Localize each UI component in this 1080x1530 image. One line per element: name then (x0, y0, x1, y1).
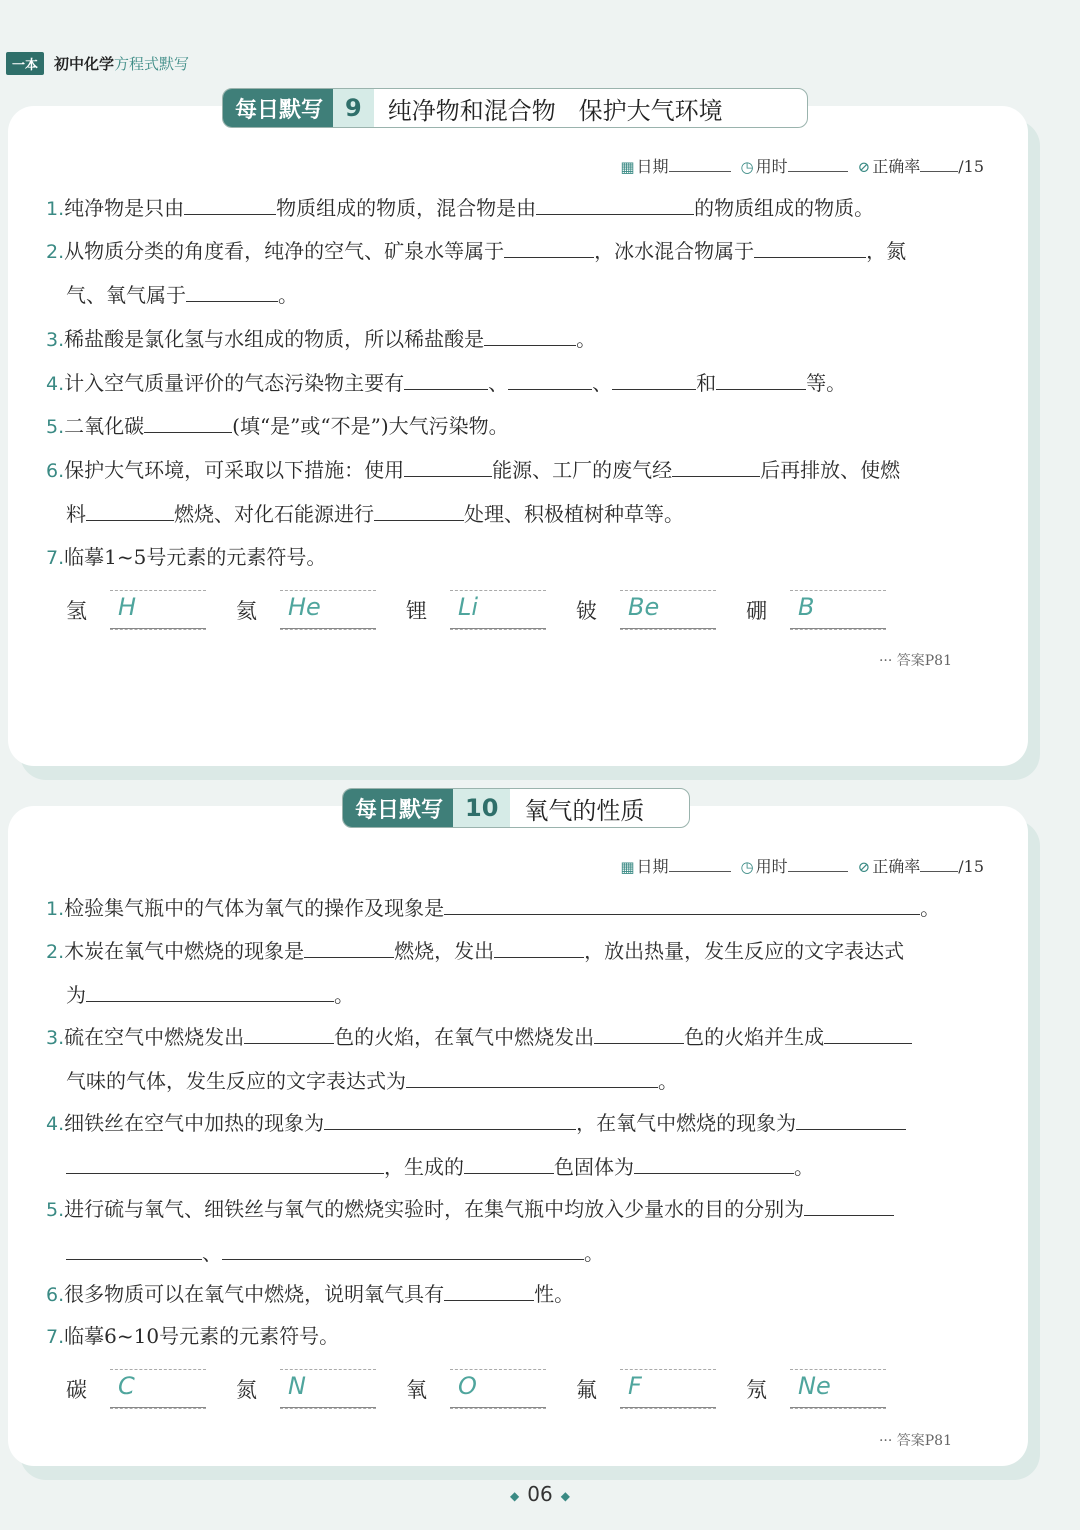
element-item: 氧 O (406, 1369, 546, 1409)
blank-field[interactable] (406, 1067, 658, 1088)
tracing-box[interactable]: N (280, 1369, 376, 1409)
tracing-box[interactable]: H (110, 590, 206, 630)
element-tracing-row (66, 590, 916, 630)
question-7: 7.临摹6~10号元素的元素符号。 (46, 1324, 340, 1348)
diamond-icon: ◆ (510, 1488, 520, 1503)
accuracy-field[interactable] (920, 857, 958, 872)
blank-field[interactable] (222, 1239, 584, 1260)
tracing-box[interactable]: Be (620, 590, 716, 630)
blank-field[interactable] (444, 1280, 534, 1301)
blank-field[interactable] (824, 1023, 912, 1044)
question-6: 6.保护大气环境，可采取以下措施：使用 能源、工厂的废气经 后再排放、使燃 (46, 458, 901, 482)
blank-field[interactable] (444, 894, 920, 915)
section-label: 每日默写 (223, 89, 333, 127)
blank-field[interactable] (86, 981, 334, 1002)
question-3-cont: 气味的气体，发生反应的文字表达式为 。 (66, 1069, 678, 1093)
blank-field[interactable] (144, 412, 232, 433)
tracing-box[interactable]: O (450, 1369, 546, 1409)
blank-field[interactable] (304, 937, 394, 958)
element-item: 氢 H (66, 590, 206, 630)
blank-field[interactable] (754, 237, 866, 258)
tracing-box[interactable]: Ne (790, 1369, 886, 1409)
question-5: 5.进行硫与氧气、细铁丝与氧气的燃烧实验时，在集气瓶中均放入少量水的目的分别为 (46, 1195, 986, 1224)
question-4: 4.细铁丝在空气中加热的现象为 ，在氧气中燃烧的现象为 (46, 1109, 986, 1138)
time-field[interactable] (788, 857, 848, 872)
element-item: 铍 Be (576, 590, 716, 630)
question-2-cont: 为 。 (66, 983, 354, 1007)
element-item: 碳 C (66, 1369, 206, 1409)
question-5-cont: 、 。 (66, 1239, 1006, 1267)
accuracy-field[interactable] (920, 157, 958, 172)
tracing-box[interactable]: B (790, 590, 886, 630)
blank-field[interactable] (404, 369, 488, 390)
question-3: 3.硫在空气中燃烧发出 色的火焰，在氧气中燃烧发出 色的火焰并生成 (46, 1023, 986, 1052)
blank-field[interactable] (494, 937, 584, 958)
brand-logo: 一本 (6, 52, 44, 75)
blank-field[interactable] (464, 1153, 554, 1174)
element-tracing-row (66, 1369, 916, 1409)
question-2: 2.木炭在氧气中燃烧的现象是 燃烧，发出 ，放出热量，发生反应的文字表达式 (46, 939, 905, 963)
page-number: ◆ 06 ◆ (510, 1482, 570, 1506)
blank-field[interactable] (186, 281, 278, 302)
check-circle-icon: ⊘ (857, 158, 871, 176)
check-circle-icon: ⊘ (857, 858, 871, 876)
blank-field[interactable] (804, 1195, 894, 1216)
element-item: 硼 B (746, 590, 886, 630)
tracing-box[interactable]: F (620, 1369, 716, 1409)
blank-field[interactable] (508, 369, 592, 390)
blank-field[interactable] (484, 325, 576, 346)
question-3: 3.稀盐酸是氯化氢与水组成的物质，所以稀盐酸是 。 (46, 327, 597, 351)
section-number: 10 (453, 789, 510, 827)
section-label: 每日默写 (343, 789, 453, 827)
question-4-cont: ，生成的 色固体为 。 (66, 1153, 1006, 1181)
answer-reference: ··· 答案P81 (878, 653, 952, 669)
blank-field[interactable] (716, 369, 806, 390)
question-5: 5.二氧化碳 (填“是”或“不是”)大气污染物。 (46, 414, 509, 438)
question-2: 2.从物质分类的角度看，纯净的空气、矿泉水等属于 ，冰水混合物属于 ，氮 (46, 239, 907, 263)
tracing-box[interactable]: Li (450, 590, 546, 630)
calendar-icon: ▦ (620, 158, 635, 176)
blank-field[interactable] (184, 194, 276, 215)
blank-field[interactable] (244, 1023, 334, 1044)
question-6-cont: 料 燃烧、对化石能源进行 处理、积极植树种草等。 (66, 502, 684, 526)
clock-icon: ◷ (740, 858, 754, 876)
element-item: 氖 Ne (746, 1369, 886, 1409)
section-title: 纯净物和混合物 保护大气环境 (387, 96, 723, 125)
date-field[interactable] (669, 157, 731, 172)
element-item: 锂 Li (406, 590, 546, 630)
clock-icon: ◷ (740, 158, 754, 176)
blank-field[interactable] (404, 456, 492, 477)
answer-reference: ··· 答案P81 (878, 1433, 952, 1449)
calendar-icon: ▦ (620, 858, 635, 876)
score-meta: ▦ 日期 ◷ 用时 ⊘ 正确率 /15 (620, 157, 984, 176)
page-header (6, 50, 189, 76)
tracing-box[interactable]: C (110, 1369, 206, 1409)
question-1: 1.检验集气瓶中的气体为氧气的操作及现象是 。 (46, 896, 941, 920)
blank-field[interactable] (672, 456, 760, 477)
blank-field[interactable] (66, 1239, 202, 1260)
question-6: 6.很多物质可以在氧气中燃烧，说明氧气具有 性。 (46, 1282, 575, 1306)
score-meta: ▦ 日期 ◷ 用时 ⊘ 正确率 /15 (620, 857, 984, 876)
blank-field[interactable] (634, 1153, 794, 1174)
element-item: 氦 He (236, 590, 376, 630)
blank-field[interactable] (612, 369, 696, 390)
section-title: 氧气的性质 (524, 796, 645, 825)
section-tab-10 (342, 788, 690, 828)
element-item: 氟 F (576, 1369, 716, 1409)
question-4: 4.计入空气质量评价的气态污染物主要有 、 、 和 等。 (46, 371, 847, 395)
blank-field[interactable] (594, 1023, 684, 1044)
date-field[interactable] (669, 857, 731, 872)
blank-field[interactable] (66, 1153, 384, 1174)
section-tab-9 (222, 88, 808, 128)
blank-field[interactable] (504, 237, 594, 258)
question-1: 1.纯净物是只由 物质组成的物质，混合物是由 的物质组成的物质。 (46, 196, 875, 220)
tracing-box[interactable]: He (280, 590, 376, 630)
blank-field[interactable] (374, 500, 464, 521)
blank-field[interactable] (536, 194, 694, 215)
blank-field[interactable] (324, 1109, 576, 1130)
diamond-icon: ◆ (560, 1488, 570, 1503)
question-2-cont: 气、氧气属于 。 (66, 283, 298, 307)
element-item: 氮 N (236, 1369, 376, 1409)
section-number: 9 (333, 89, 374, 127)
book-title: 初中化学方程式默写 (54, 54, 190, 73)
blank-field[interactable] (86, 500, 174, 521)
time-field[interactable] (788, 157, 848, 172)
blank-field[interactable] (796, 1109, 906, 1130)
question-7: 7.临摹1~5号元素的元素符号。 (46, 545, 327, 569)
